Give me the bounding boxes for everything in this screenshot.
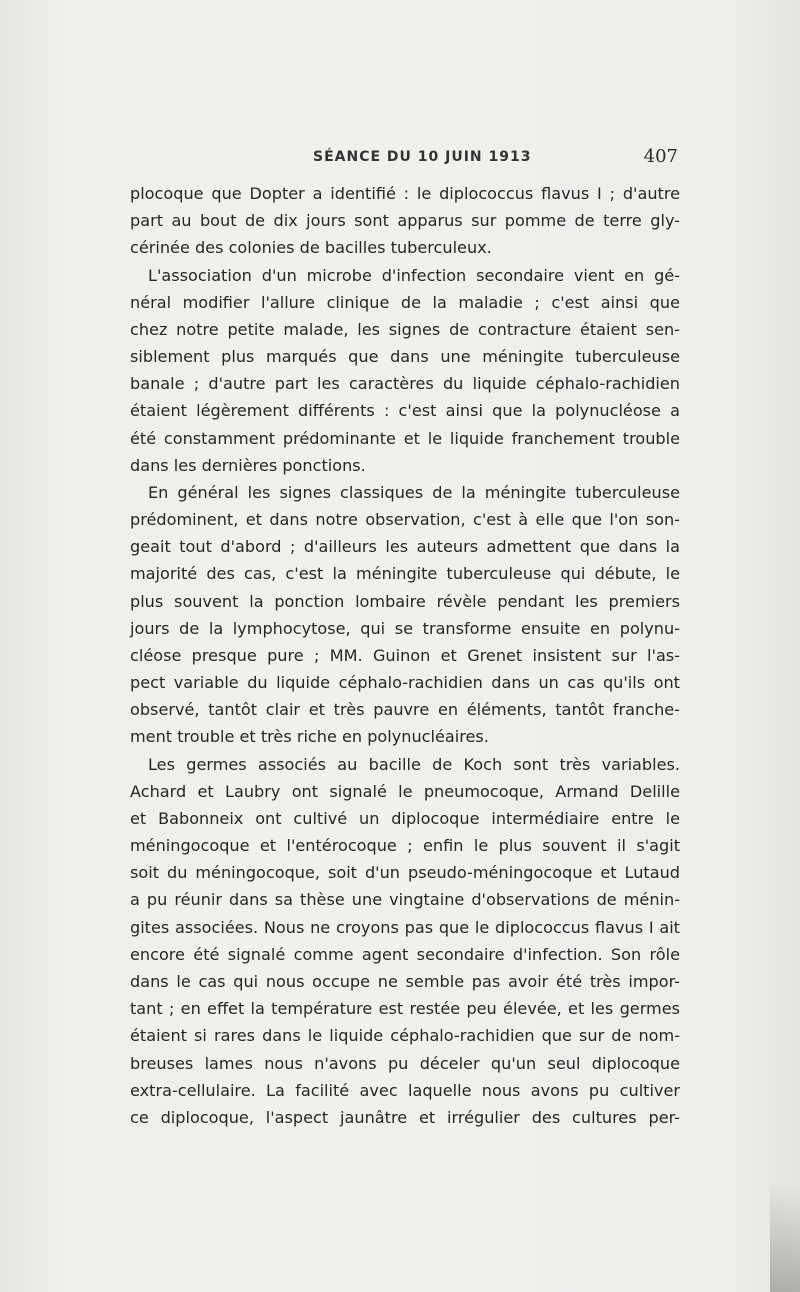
- text-line: ment trouble et très riche en polynucléaires.: [130, 727, 489, 747]
- text-line: L'association d'un microbe d'infection secondaire vient en gé-: [148, 265, 680, 285]
- text-line: été constamment prédominante et le liquide franchement trouble: [130, 428, 680, 448]
- paragraph: [130, 751, 680, 1131]
- text-line: siblement plus marqués que dans une méningite tuberculeuse: [130, 347, 680, 367]
- text-line: étaient si rares dans le liquide céphalo-rachidien que sur de nom-: [130, 1026, 680, 1046]
- text-line: et Babonneix ont cultivé un diplocoque intermédiaire entre le: [130, 808, 680, 828]
- text-line: Les germes associés au bacille de Koch sont très variables.: [148, 754, 680, 774]
- text-line: a pu réunir dans sa thèse une vingtaine d'observations de ménin-: [130, 890, 680, 910]
- text-line: majorité des cas, c'est la méningite tuberculeuse qui débute, le: [130, 564, 680, 584]
- text-line: geait tout d'abord ; d'ailleurs les auteurs admettent que dans la: [130, 537, 680, 557]
- text-line: banale ; d'autre part les caractères du liquide céphalo-rachidien: [130, 374, 680, 394]
- text-line: cléose presque pure ; MM. Guinon et Grenet insistent sur l'as-: [130, 645, 680, 665]
- text-line: cérinée des colonies de bacilles tuberculeux.: [130, 238, 492, 258]
- text-line: tant ; en effet la température est restée peu élevée, et les germes: [130, 999, 680, 1019]
- text-line: plocoque que Dopter a identifié : le diplococcus flavus I ; d'autre: [130, 184, 680, 203]
- text-line: dans les dernières ponctions.: [130, 455, 366, 475]
- text-line: observé, tantôt clair et très pauvre en éléments, tantôt franche-: [130, 700, 680, 720]
- paragraph: [130, 262, 680, 479]
- text-line: étaient légèrement différents : c'est ainsi que la polynucléose a: [130, 401, 680, 421]
- running-title: SÉANCE DU 10 JUIN 1913: [313, 149, 532, 165]
- text-line: ce diplocoque, l'aspect jaunâtre et irrégulier des cultures per-: [130, 1107, 680, 1127]
- text-line: soit du méningocoque, soit d'un pseudo-méningocoque et Lutaud: [130, 863, 680, 883]
- page-header: [130, 146, 680, 170]
- text-line: dans le cas qui nous occupe ne semble pas avoir été très impor-: [130, 971, 680, 991]
- text-line: néral modifier l'allure clinique de la maladie ; c'est ainsi que: [130, 292, 680, 312]
- text-line: extra-cellulaire. La facilité avec laquelle nous avons pu cultiver: [130, 1080, 680, 1100]
- page-edge-shadow: [770, 1112, 800, 1292]
- paragraph: [130, 180, 680, 262]
- page-number: 407: [643, 146, 678, 167]
- text-line: gites associées. Nous ne croyons pas que le diplococcus flavus I ait: [130, 917, 680, 937]
- text-line: part au bout de dix jours sont apparus sur pomme de terre gly-: [130, 211, 680, 231]
- text-line: encore été signalé comme agent secondaire d'infection. Son rôle: [130, 944, 680, 964]
- text-line: breuses lames nous n'avons pu déceler qu'un seul diplocoque: [130, 1053, 680, 1073]
- body-text: [130, 180, 680, 1131]
- text-line: prédominent, et dans notre observation, c'est à elle que l'on son-: [130, 510, 680, 530]
- text-line: plus souvent la ponction lombaire révèle pendant les premiers: [130, 591, 680, 611]
- paragraph: [130, 479, 680, 751]
- text-line: chez notre petite malade, les signes de contracture étaient sen-: [130, 319, 680, 339]
- text-line: jours de la lymphocytose, qui se transforme ensuite en polynu-: [130, 618, 680, 638]
- text-line: Achard et Laubry ont signalé le pneumocoque, Armand Delille: [130, 781, 680, 801]
- text-line: pect variable du liquide céphalo-rachidien dans un cas qu'ils ont: [130, 673, 680, 693]
- text-line: En général les signes classiques de la méningite tuberculeuse: [148, 482, 680, 502]
- text-line: méningocoque et l'entérocoque ; enfin le plus souvent il s'agit: [130, 836, 680, 856]
